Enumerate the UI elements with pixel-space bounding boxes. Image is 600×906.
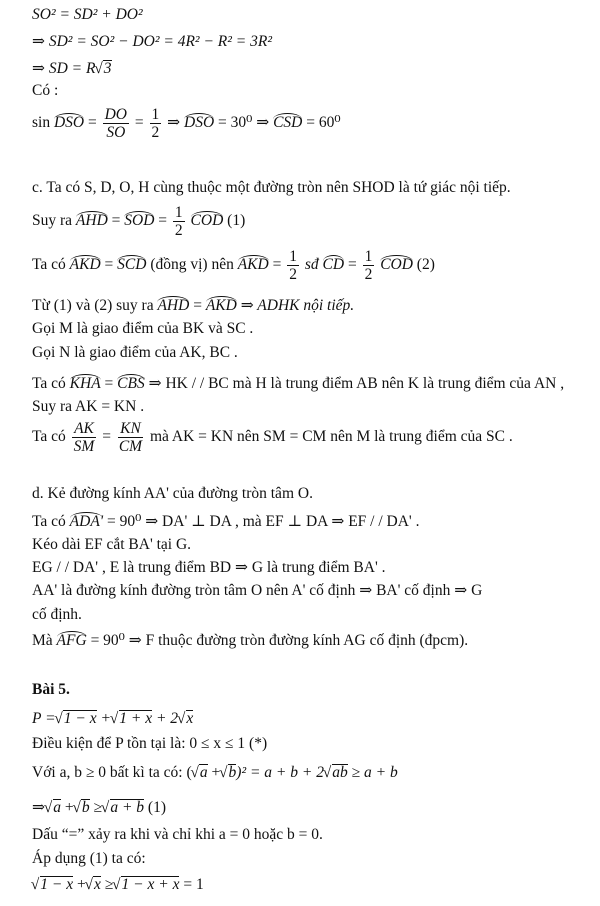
equation-line: Ta có AKD = SCD (đồng vị) nên AKD = $\frac{1}{2}$ sđ CD = $\frac{1}{2}$ COD (2) [32,248,435,283]
equation-line: Ta có $\frac{AK}{SM}$ = $\frac{KN}{CM}$ mà AK = KN nên SM = CM nên M là trung điểm của SC . [32,420,513,455]
equation-line: ⇒ SD² = SO² − DO² = 4R² − R² = 3R² [32,33,272,50]
equation-line: Suy ra AHD = SOD = $\frac{1}{2}$ COD (1) [32,204,246,239]
text-line: Gọi M là giao điểm của BK và SC . [32,320,254,337]
text-line: EG / / DA' , E là trung điểm BD ⇒ G là trung điểm BA' . [32,559,386,576]
equation-line: Với a, b ≥ 0 bất kì ta có: ( √ a + √ b)² = a + b + 2 √ ab ≥ a + b [32,764,398,782]
section-heading: Bài 5. [32,681,70,698]
equation-line: Ta có ADA' = 90⁰ ⇒ DA' ⊥ DA , mà EF ⊥ DA ⇒ EF / / DA' . [32,513,420,530]
text-line: cố định. [32,606,82,623]
equation-line: SO² = SD² + DO² [32,6,143,23]
equation-line: ⇒ √ a + √ b ≥ √ a + b (1) [32,799,166,817]
equation-line: Mà AFG = 90⁰ ⇒ F thuộc đường tròn đường kính AG cố định (đpcm). [32,632,469,649]
equation-line: P = √ 1 − x + √ 1 + x + 2 √ x [32,710,193,728]
text-line: Điều kiện để P tồn tại là: 0 ≤ x ≤ 1 (*) [32,735,268,752]
equation-line: Từ (1) và (2) suy ra AHD = AKD ⇒ ADHK nội tiếp. [32,297,355,314]
text-line: Gọi N là giao điểm của AK, BC . [32,344,238,361]
text-line: Kéo dài EF cắt BA' tại G. [32,536,192,553]
equation-line: √ 1 − x + √ x ≥ √ 1 − x + x = 1 [32,876,204,894]
equation-line: ⇒ SD = R √ 3 [32,60,112,78]
equation-line: sin DSO = $\frac{DO}{SO}$ = $\frac{1}{2}$ ⇒ DSO = 30⁰ ⇒ CSD = 60⁰ [32,106,341,141]
text-line: AA' là đường kính đường tròn tâm O nên A' cố định ⇒ BA' cố định ⇒ G [32,582,483,599]
text-line: c. Ta có S, D, O, H cùng thuộc một đường tròn nên SHOD là tứ giác nội tiếp. [32,179,511,196]
text-line: Áp dụng (1) ta có: [32,850,146,867]
text-line: Có : [32,82,59,99]
text-line: d. Kẻ đường kính AA' của đường tròn tâm O. [32,485,313,502]
equation-line: Ta có KHA = CBS ⇒ HK / / BC mà H là trung điểm AB nên K là trung điểm của AN , [32,375,565,392]
text-line: Suy ra AK = KN . [32,398,145,415]
text-line: Dấu “=” xảy ra khi và chỉ khi a = 0 hoặc b = 0. [32,826,323,843]
